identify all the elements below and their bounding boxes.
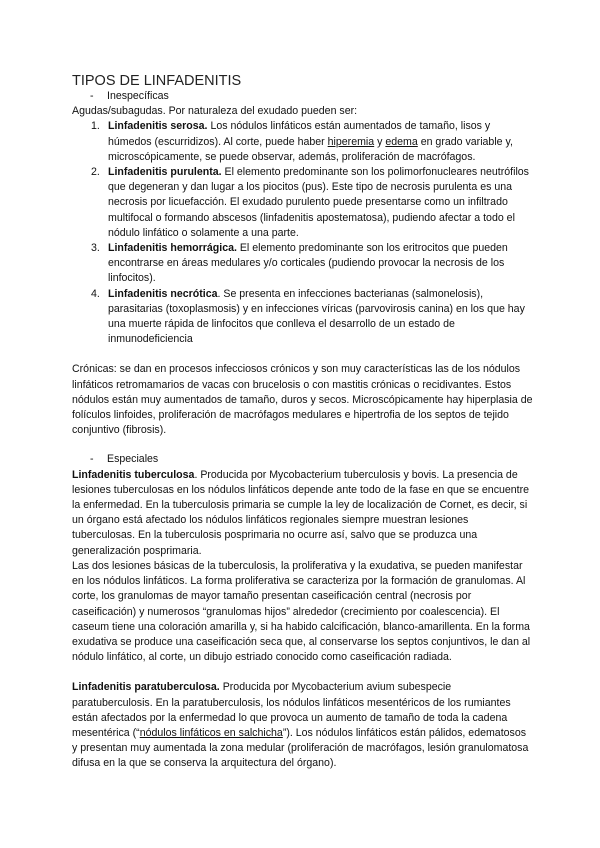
paratuberculosa-paragraph	[72, 680, 534, 771]
page-title: TIPOS DE LINFADENITIS	[72, 73, 242, 89]
term-name: Linfadenitis tuberculosa	[72, 468, 195, 481]
section-label: Especiales	[107, 453, 159, 466]
tuberculosa-lesions-paragraph: Las dos lesiones básicas de la tuberculosis, la proliferativa y la exudativa, se pueden manifestar en los nódulos linfáticos. La forma proliferativa se caracteriza por la formación de granulomas. Al corte, los granulomas de mayor tamaño presentan caseificación central (necrosis por caseificación) y numerosos “granulomas hijos” alrededor (crecimiento por coalescencia). El caseum tiene una coloración amarilla y, si ha habido calcificación, blanco-amarillenta. En la forma exudativa se produce una caseificación seca que, al conservarse los septos conjuntivos, le dan al nódulo linfático, al corte, un dibujo estriado conocido como caseificación radiada.	[72, 559, 531, 664]
term-text: y	[374, 135, 386, 148]
term-name: Linfadenitis necrótica	[108, 287, 218, 300]
list-number: 4.	[91, 287, 100, 300]
list-number: 2.	[91, 166, 100, 179]
agudas-intro: Agudas/subagudas. Por naturaleza del exudado pueden ser:	[72, 105, 358, 118]
list-item	[72, 287, 534, 348]
term-name: Linfadenitis purulenta.	[108, 166, 222, 179]
underlined-term: nódulos linfáticos en salchicha	[139, 726, 283, 739]
term-text: . Se presenta en infecciones bacterianas (salmonelosis), parasitarias (toxoplasmosis) y en infecciones víricas (parvovirosis canina) en los que hay una muerte rápida de linfocitos que conlleva el desarrollo de un estado de inmunodeficiencia	[108, 287, 525, 346]
term-text: en grado variable y, microscópicamente, se puede observar, además, proliferación de macrófagos.	[108, 135, 513, 163]
document-body	[72, 89, 534, 772]
list-item	[72, 241, 534, 287]
underlined-term: hiperemia	[327, 135, 375, 148]
list-number: 3.	[91, 242, 100, 255]
term-text: Los nódulos linfáticos están aumentados de tamaño, lisos y húmedos (escurridizos). Al corte, puede haber	[108, 120, 491, 148]
list-item	[72, 165, 534, 241]
underlined-term: edema	[385, 135, 418, 148]
spacer	[72, 347, 534, 362]
linfadenitis-types-list	[72, 119, 534, 347]
section-label: Inespecíficas	[107, 90, 169, 102]
spacer	[72, 438, 534, 452]
term-text: El elemento predominante son los polimorfonucleares neutrófilos que degeneran y dan lugar a los piocitos (pus). Este tipo de necrosis purulenta es una necrosis por licuefacción. El exudado purulento puede presentarse como un infiltrado multifocal o formando abscesos (linfadenitis apostematosa), pudiendo afectar a todo el nódulo linfático o solamente a una parte.	[108, 166, 529, 239]
term-text: ”). Los nódulos linfáticos están pálidos, edematosos y presentan muy aumentada la zona medular (proliferación de macrófagos, lesión granulomatosa difusa en la que se conserva la arquitectura del órgano).	[72, 726, 529, 770]
tuberculosa-paragraph	[72, 468, 534, 559]
term-text: Producida por Mycobacterium avium subespecie paratuberculosis. En la paratuberculosis, los nódulos linfáticos mesentéricos de los rumiantes están afectados por la enfermedad lo que provoca un aumento de tamaño de toda la cadena mesentérica (“	[72, 681, 511, 739]
list-item	[72, 119, 534, 165]
section-heading-inespecificas	[72, 89, 534, 104]
term-name: Linfadenitis hemorrágica.	[108, 242, 237, 255]
term-text: . Producida por Mycobacterium tuberculosis y bovis. La presencia de lesiones tuberculosas en los nódulos linfáticos depende ante todo de la fase en que se encuentre la enfermedad. En la tuberculosis primaria se cumple la ley de localización de Cornet, es decir, si un órgano está afectado los nódulos linfáticos regionales siempre muestran lesiones tuberculosas. En la tuberculosis posprimaria no ocurre así, salvo que se produzca una generalización posprimaria.	[72, 468, 530, 557]
spacer	[72, 665, 534, 680]
section-heading-especiales	[72, 452, 534, 467]
list-number: 1.	[91, 120, 100, 133]
dash-bullet: -	[90, 453, 94, 466]
term-name: Linfadenitis serosa.	[108, 120, 208, 133]
term-name: Linfadenitis paratuberculosa.	[72, 681, 220, 694]
term-text: El elemento predominante son los eritrocitos que pueden encontrarse en áreas medulares y/o corticales (pudiendo provocar la necrosis de los linfocitos).	[108, 242, 508, 285]
dash-bullet: -	[90, 90, 94, 102]
cronicas-paragraph: Crónicas: se dan en procesos infecciosos crónicos y son muy características las de los nódulos linfáticos retromamarios de vacas con brucelosis o con mastitis crónicas o recidivantes. Estos nódulos están muy aumentados de tamaño, duros y secos. Microscópicamente hay hiperplasia de folículos linfoides, proliferación de macrófagos medulares e hipertrofia de los septos de tejido conjuntivo (fibrosis).	[72, 363, 533, 437]
